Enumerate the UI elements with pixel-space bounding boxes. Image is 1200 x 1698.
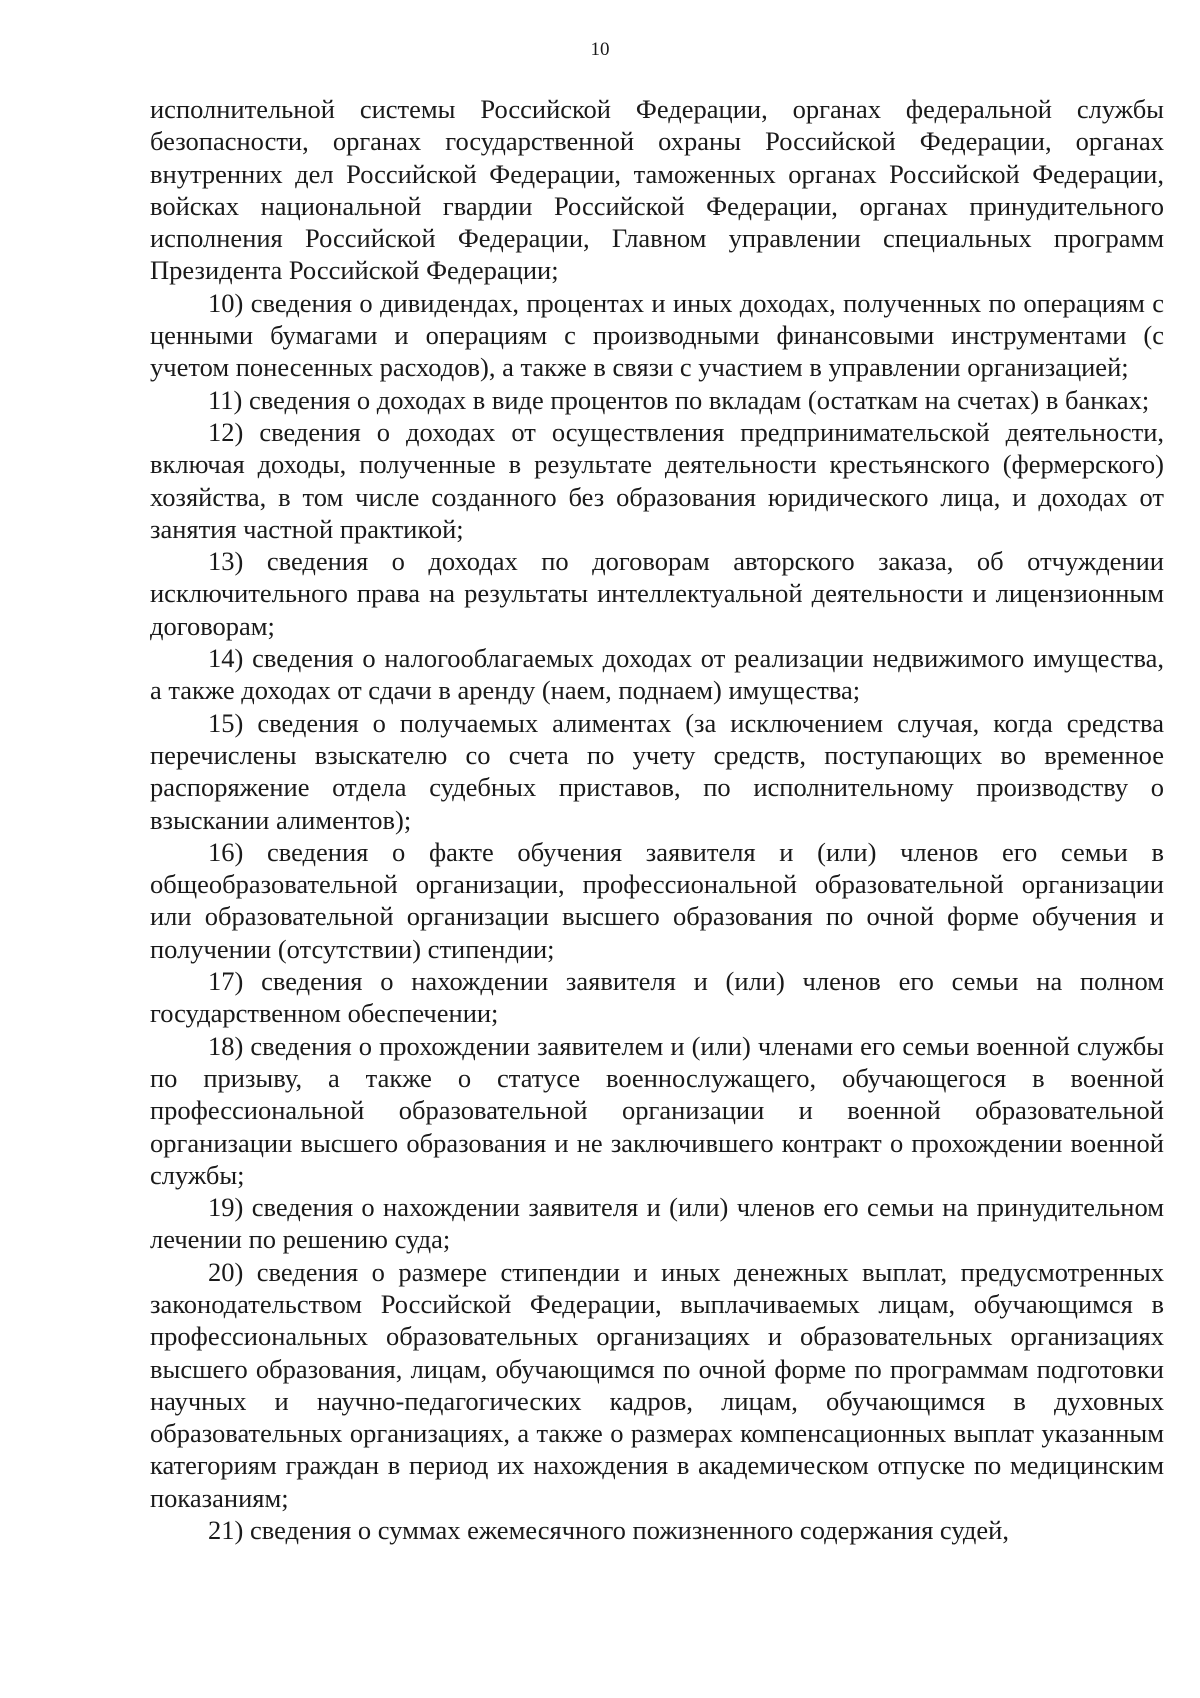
paragraph-item-14: 14) сведения о налогооблагаемых доходах от реализации недвижимого имущества, а также доходах от сдачи в аренду (наем, поднаем) имущества; — [150, 643, 1164, 706]
paragraph-item-20: 20) сведения о размере стипендии и иных денежных выплат, предусмотренных законодательством Российской Федерации, выплачиваемых лицам, обучающимся в профессиональных образовательных организациях и образовательных организациях высшего образования, лицам, обучающимся по очной форме по программам подготовки научных и научно-педагогических кадров, лицам, обучающимся в духовных образовательных организациях, а также о размерах компенсационных выплат указанным категориям граждан в период их нахождения в академическом отпуске по медицинским показаниям; — [150, 1256, 1164, 1513]
paragraph-item-16: 16) сведения о факте обучения заявителя и (или) членов его семьи в общеобразовательной организации, профессиональной образовательной организации или образовательной организации высшего образования по очной форме обучения и получении (отсутствии) стипендии; — [150, 836, 1164, 964]
paragraph-item-17: 17) сведения о нахождении заявителя и (или) членов его семьи на полном государственном обеспечении; — [150, 966, 1164, 1029]
paragraph-item-13: 13) сведения о доходах по договорам авторского заказа, об отчуждении исключительного права на результаты интеллектуальной деятельности и лицензионным договорам; — [150, 546, 1164, 641]
paragraph-item-11: 11) сведения о доходах в виде процентов по вкладам (остаткам на счетах) в банках; — [208, 384, 1150, 415]
paragraph-item-21: 21) сведения о суммах ежемесячного пожизненного содержания судей, — [208, 1515, 1009, 1546]
paragraph-item-18: 18) сведения о прохождении заявителем и (или) членами его семьи военной службы по призыву, а также о статусе военнослужащего, обучающегося в военной профессиональной образовательной организации и военной образовательной организации высшего образования и не заключившего контракт о прохождении военной службы; — [150, 1030, 1164, 1190]
paragraph-item-15: 15) сведения о получаемых алиментах (за исключением случая, когда средства перечислены взыскателю со счета по учету средств, поступающих во временное распоряжение отдела судебных приставов, по исполнительному производству о взыскании алиментов); — [150, 707, 1164, 835]
paragraph-item-19: 19) сведения о нахождении заявителя и (или) членов его семьи на принудительном лечении по решению суда; — [150, 1192, 1164, 1255]
paragraph-continuation: исполнительной системы Российской Федерации, органах федеральной службы безопасности, органах государственной охраны Российской Федерации, органах внутренних дел Российской Федерации, таможенных органах Российской Федерации, войсках национальной гвардии Российской Федерации, органах принудительного исполнения Российской Федерации, Главном управлении специальных программ Президента Российской Федерации; — [150, 94, 1164, 286]
paragraph-item-12: 12) сведения о доходах от осуществления предпринимательской деятельности, включая доходы, полученные в результате деятельности крестьянского (фермерского) хозяйства, в том числе созданного без образования юридического лица, и доходах от занятия частной практикой; — [150, 416, 1164, 544]
page-number: 10 — [590, 39, 610, 60]
paragraph-item-10: 10) сведения о дивидендах, процентах и иных доходах, полученных по операциям с ценными бумагами и операциям с производными финансовыми инструментами (с учетом понесенных расходов), а также в связи с участием в управлении организацией; — [150, 287, 1164, 383]
document-body — [150, 93, 1164, 1546]
